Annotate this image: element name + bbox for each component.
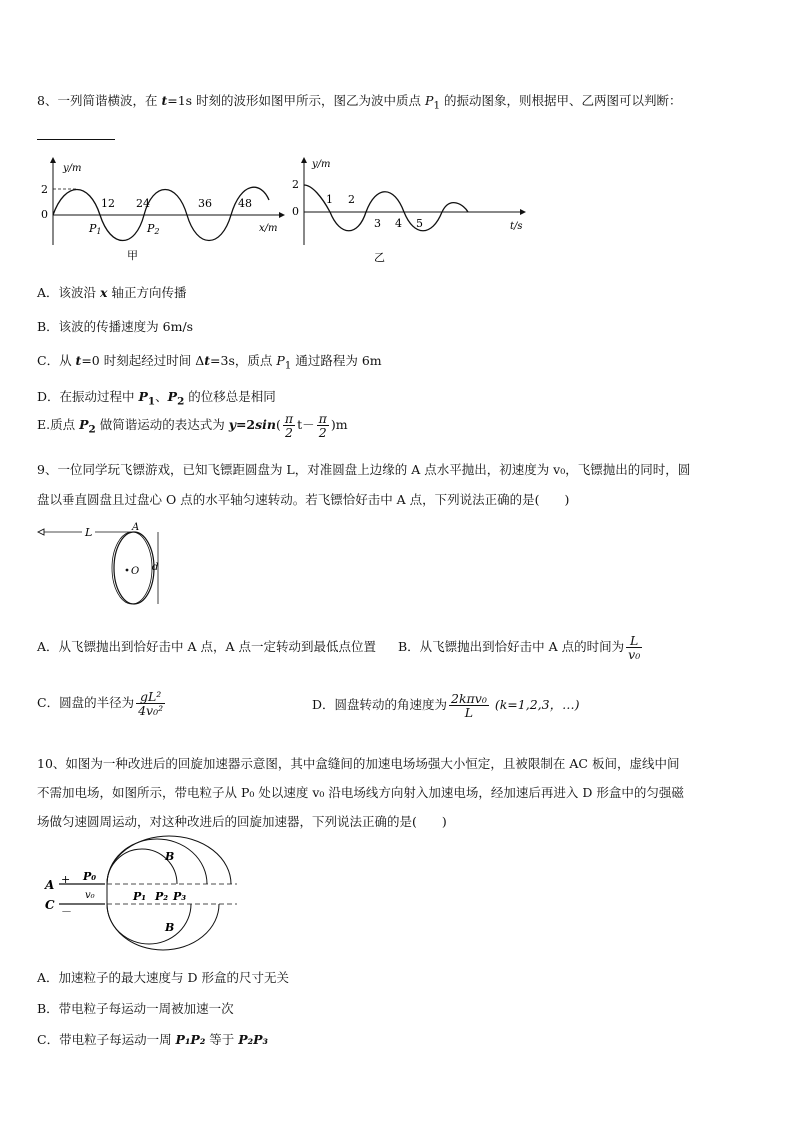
label-C: C bbox=[45, 898, 55, 912]
q9-option-d[interactable]: D．圆盘转动的角速度为 $\frac{\text{2kπv₀}}{L}$ (k=1,2,3，…) bbox=[312, 691, 580, 721]
q8-option-c[interactable]: C．从 t=0 时刻起经过时间 Δt=3s，质点 $P_1$ 通过路程为 6m bbox=[37, 353, 382, 372]
yi-tick-2: 2 bbox=[348, 193, 355, 206]
q8-stem-text3: 的振动图象，则根据甲、乙两图可以判断： bbox=[440, 93, 682, 108]
orbit-bottom-1 bbox=[107, 904, 191, 944]
q8-stem-text2: =1s 时刻的波形如图甲所示，图乙为波中质点 bbox=[167, 93, 426, 108]
label-L: L bbox=[85, 526, 93, 539]
yi-xlabel: t/s bbox=[510, 221, 523, 232]
yi-ylabel: y/m bbox=[312, 159, 331, 170]
jia-x-arrow bbox=[279, 212, 285, 218]
yi-tick-5: 5 bbox=[416, 217, 423, 230]
q9-figure-dart-disk bbox=[37, 518, 177, 610]
dart-icon bbox=[38, 529, 44, 535]
q9-option-a[interactable]: A．从飞镖抛出到恰好击中 A 点，A 点一定转动到最低点位置 bbox=[37, 639, 377, 655]
yi-tick-1: 1 bbox=[326, 193, 333, 206]
q8-stem-psub: 1 bbox=[433, 99, 441, 112]
jia-tick-12: 12 bbox=[101, 197, 115, 210]
q9-stem-line1: 9、一位同学玩飞镖游戏，已知飞镖距圆盘为 L，对准圆盘上边缘的 A 点水平抛出，初速度为 v₀，飞镖抛出的同时，圆 bbox=[37, 462, 691, 477]
q8-figure-yi bbox=[288, 155, 538, 265]
label-P0: P₀ bbox=[83, 870, 97, 883]
label-v0: v₀ bbox=[85, 890, 95, 901]
yi-y0-label: 0 bbox=[292, 205, 299, 218]
jia-tick-36: 36 bbox=[198, 197, 212, 210]
q9-stem-line2: 盘以垂直圆盘且过盘心 O 点的水平轴匀速转动。若飞镖恰好击中 A 点，下列说法正确的是( ) bbox=[37, 492, 570, 507]
q8-option-a[interactable]: A．该波沿 x 轴正方向传播 bbox=[37, 285, 187, 300]
yi-tick-3: 3 bbox=[374, 217, 381, 230]
label-B-top: B bbox=[165, 850, 175, 863]
orbit-top-2 bbox=[107, 839, 207, 884]
q8-stem-t: t bbox=[161, 93, 168, 108]
label-d: d bbox=[152, 562, 159, 573]
jia-wave-curve bbox=[53, 187, 269, 240]
q10-stem-line2: 不需加电场，如图所示，带电粒子从 P₀ 处以速度 v₀ 沿电场线方向射入加速电场，经加速后再进入 D 形盒中的匀强磁 bbox=[37, 785, 684, 800]
q10-option-c[interactable]: C．带电粒子每运动一周 P₁P₂ 等于 P₂P₃ bbox=[37, 1032, 268, 1047]
yi-y-arrow bbox=[301, 157, 307, 163]
label-A: A bbox=[132, 522, 140, 533]
q10-option-a[interactable]: A．加速粒子的最大速度与 D 形盒的尺寸无关 bbox=[37, 970, 289, 985]
label-P2: P₂ bbox=[155, 890, 169, 903]
label-P3: P₃ bbox=[173, 890, 187, 903]
q8-stem bbox=[37, 91, 682, 112]
yi-vibration-curve bbox=[304, 185, 468, 231]
jia-tick-48: 48 bbox=[238, 197, 252, 210]
label-O: O bbox=[131, 566, 140, 577]
q10-option-b[interactable]: B．带电粒子每运动一周被加速一次 bbox=[37, 1001, 234, 1016]
minus-sign: － bbox=[61, 905, 72, 918]
q8-option-d[interactable]: D．在振动过程中 $P_1$、$P_2$ 的位移总是相同 bbox=[37, 389, 276, 408]
jia-y2-label: 2 bbox=[41, 183, 48, 196]
jia-caption: 甲 bbox=[127, 249, 138, 262]
q9-option-b[interactable]: B．从飞镖抛出到恰好击中 A 点的时间为 $\frac{L}{\text{v₀}}$ bbox=[397, 633, 641, 663]
disk-center-dot bbox=[126, 569, 129, 572]
label-B-bottom: B bbox=[165, 921, 175, 934]
q10-stem-line3: 场做匀速圆周运动，对这种改进后的回旋加速器，下列说法正确的是( ) bbox=[37, 814, 447, 829]
plus-sign: + bbox=[61, 873, 71, 886]
q8-stem-p: P bbox=[425, 93, 434, 108]
q10-figure-cyclotron bbox=[37, 834, 247, 952]
orbit-bottom-2 bbox=[107, 904, 219, 950]
jia-p2-label: P2 bbox=[147, 222, 160, 236]
answer-blank-line bbox=[37, 139, 115, 140]
q8-stem-text: 8、一列简谐横波，在 bbox=[37, 93, 162, 108]
jia-ylabel: y/m bbox=[63, 163, 82, 174]
yi-x-arrow bbox=[520, 209, 526, 215]
jia-y-arrow bbox=[50, 157, 56, 163]
q10-stem-line1: 10、如图为一种改进后的回旋加速器示意图，其中盒缝间的加速电场场强大小恒定，且被限制在 AC 板间，虚线中间 bbox=[37, 756, 680, 771]
jia-p1-label: P1 bbox=[89, 222, 102, 236]
q8-option-e[interactable]: E.质点 $P_2$ 做简谐运动的表达式为 y=2sin( $\frac{\pi}{2}$ t－ $\frac{\pi}{2}$ )m bbox=[37, 411, 348, 441]
q8-figure-jia bbox=[37, 155, 287, 265]
yi-caption: 乙 bbox=[374, 251, 385, 264]
yi-tick-4: 4 bbox=[395, 217, 402, 230]
jia-y0-label: 0 bbox=[41, 208, 48, 221]
yi-y2-label: 2 bbox=[292, 178, 299, 191]
q8-option-b[interactable]: B．该波的传播速度为 6m/s bbox=[37, 319, 194, 334]
label-P1: P₁ bbox=[133, 890, 147, 903]
label-A: A bbox=[45, 878, 55, 892]
jia-tick-24: 24 bbox=[136, 197, 150, 210]
q9-options-ab bbox=[37, 634, 644, 661]
jia-xlabel: x/m bbox=[259, 223, 278, 234]
q9-option-c[interactable]: C．圆盘的半径为 $\frac{\text{gL²}}{\text{4v₀²}}$ bbox=[37, 689, 164, 719]
